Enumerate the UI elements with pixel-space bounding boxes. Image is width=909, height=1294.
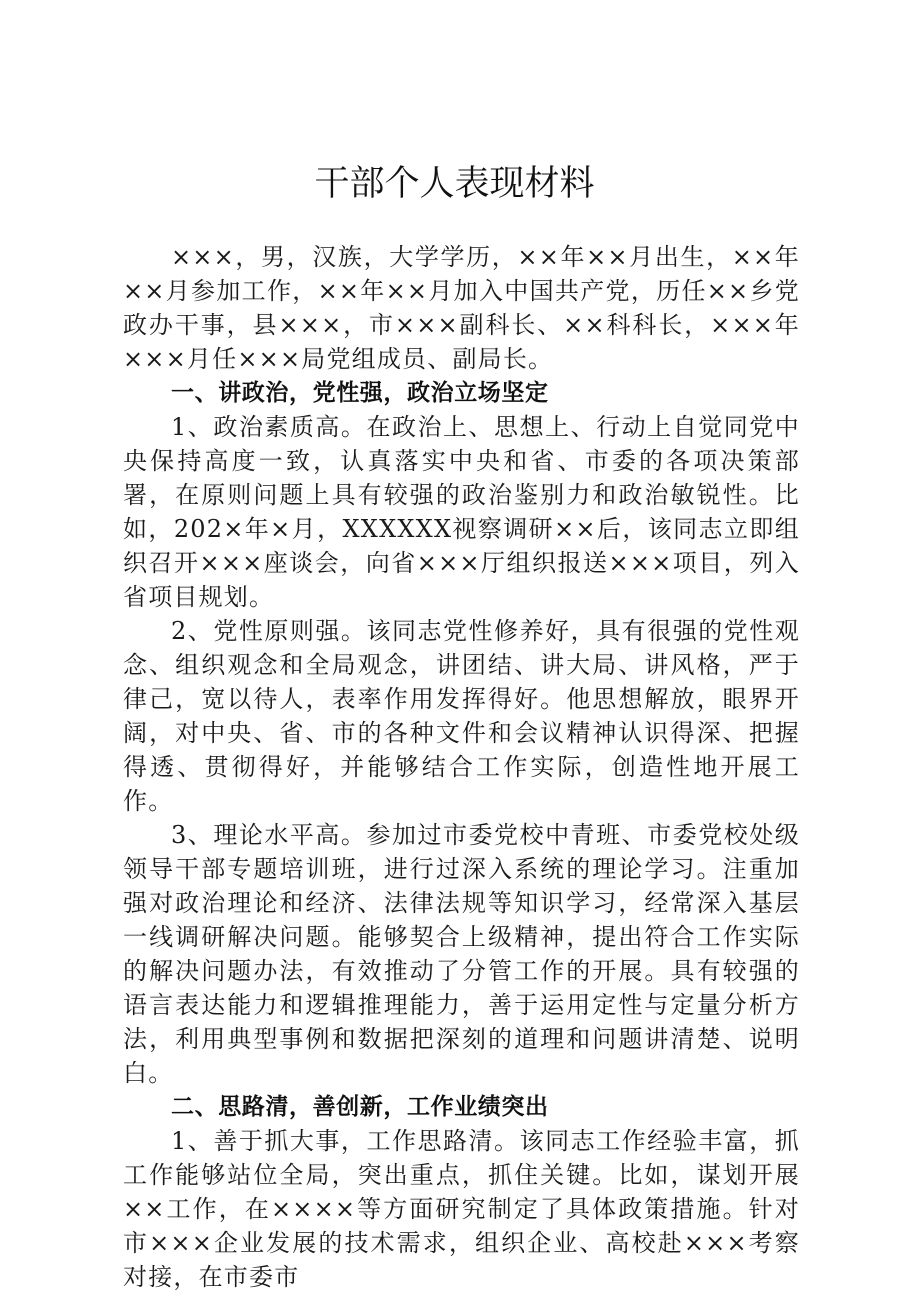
intro-paragraph: ×××，男，汉族，大学学历，××年××月出生，××年××月参加工作，××年××月加入中国共产党，历任××乡党政办干事，县×××，市×××副科长、××科科长，×××年×××月任×××局党组成员、副局长。	[123, 243, 800, 373]
section-1-paragraph-3: 3、理论水平高。参加过市委党校中青班、市委党校处级领导干部专题培训班，进行过深入系统的理论学习。注重加强对政治理论和经济、法律法规等知识学习，经常深入基层一线调研解决问题。能够契合上级精神，提出符合工作实际的解决问题办法，有效推动了分管工作的开展。具有较强的语言表达能力和逻辑推理能力，善于运用定性与定量分析方法，利用典型事例和数据把深刻的道理和问题讲清楚、说明白。	[123, 821, 800, 1087]
section-2-heading: 二、思路清，善创新，工作业绩突出	[171, 1094, 549, 1120]
document-body	[123, 240, 800, 1294]
section-1-paragraph-1: 1、政治素质高。在政治上、思想上、行动上自觉同党中央保持高度一致，认真落实中央和省、市委的各项决策部署，在原则问题上具有较强的政治鉴别力和政治敏锐性。比如，202×年×月，XXXXXX视察调研××后，该同志立即组织召开×××座谈会，向省×××厅组织报送×××项目，列入省项目规划。	[123, 413, 800, 611]
section-2-paragraph-1: 1、善于抓大事，工作思路清。该同志工作经验丰富，抓工作能够站位全局，突出重点，抓住关键。比如，谋划开展××工作，在××××等方面研究制定了具体政策措施。针对市×××企业发展的技术需求，组织企业、高校赴×××考察对接，在市委市	[123, 1127, 800, 1291]
section-1-paragraph-2: 2、党性原则强。该同志党性修养好，具有很强的党性观念、组织观念和全局观念，讲团结、讲大局、讲风格，严于律己，宽以待人，表率作用发挥得好。他思想解放，眼界开阔，对中央、省、市的各种文件和会议精神认识得深、把握得透、贯彻得好，并能够结合工作实际，创造性地开展工作。	[123, 617, 800, 815]
section-1-heading: 一、讲政治，党性强，政治立场坚定	[171, 380, 549, 406]
document-title: 干部个人表现材料	[314, 164, 595, 204]
